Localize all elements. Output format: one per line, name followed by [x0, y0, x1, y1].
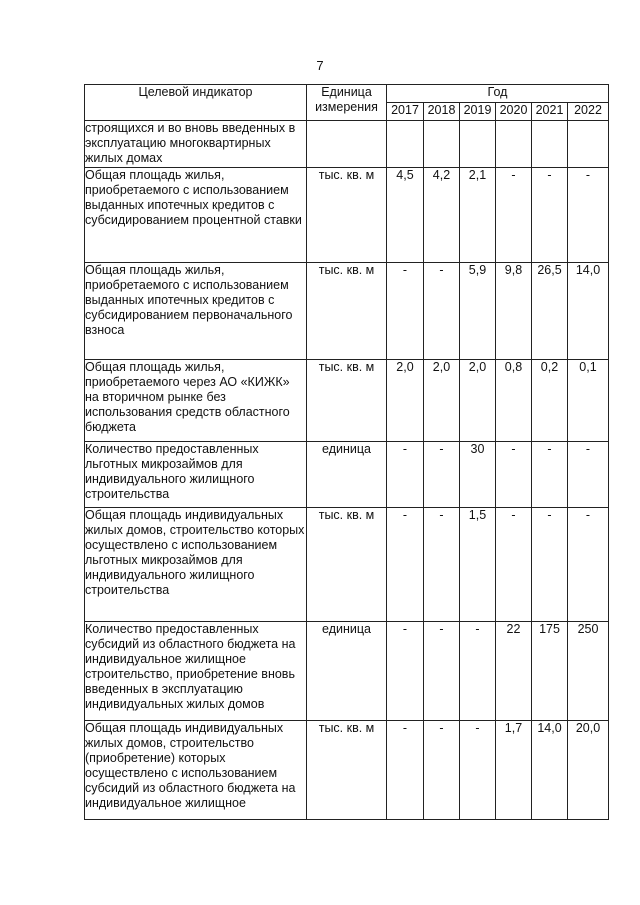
unit-cell: тыс. кв. м	[307, 168, 387, 263]
value-cell: -	[387, 508, 424, 622]
page-number: 7	[316, 58, 324, 73]
indicator-cell: Количество предоставленных льготных микрозаймов для индивидуального жилищного строительства	[85, 442, 307, 508]
value-cell: -	[424, 263, 460, 360]
value-cell: -	[568, 168, 609, 263]
value-cell: -	[496, 442, 532, 508]
value-cell: -	[387, 442, 424, 508]
header-year: Год	[387, 85, 609, 103]
header-year-2021: 2021	[532, 103, 568, 121]
indicator-cell: Общая площадь индивидуальных жилых домов, строительство которых осуществлено с использованием льготных микрозаймов для индивидуального жилищного строительства	[85, 508, 307, 622]
header-year-2020: 2020	[496, 103, 532, 121]
header-year-2017: 2017	[387, 103, 424, 121]
indicator-cell: Общая площадь жилья, приобретаемого через АО «КИЖК» на вторичном рынке без использования средств областного бюджета	[85, 360, 307, 442]
value-cell: 9,8	[496, 263, 532, 360]
unit-cell: единица	[307, 622, 387, 721]
header-year-2019: 2019	[460, 103, 496, 121]
indicator-cell: Общая площадь жилья, приобретаемого с использованием выданных ипотечных кредитов с субсидированием процентной ставки	[85, 168, 307, 263]
value-cell: 2,1	[460, 168, 496, 263]
table-row	[85, 442, 609, 508]
value-cell: 175	[532, 622, 568, 721]
unit-cell: тыс. кв. м	[307, 508, 387, 622]
value-cell: -	[532, 168, 568, 263]
value-cell: 2,0	[460, 360, 496, 442]
indicator-cell: Общая площадь жилья, приобретаемого с использованием выданных ипотечных кредитов с субсидированием первоначального взноса	[85, 263, 307, 360]
table-row	[85, 360, 609, 442]
table-row	[85, 721, 609, 820]
table-row	[85, 263, 609, 360]
value-cell: -	[387, 622, 424, 721]
header-indicator: Целевой индикатор	[85, 85, 307, 121]
table-row	[85, 168, 609, 263]
value-cell: 0,1	[568, 360, 609, 442]
header-unit: Единица измерения	[307, 85, 387, 121]
value-cell: 30	[460, 442, 496, 508]
value-cell: -	[532, 442, 568, 508]
header-row	[85, 85, 609, 103]
table-row	[85, 622, 609, 721]
value-cell: 20,0	[568, 721, 609, 820]
unit-cell: тыс. кв. м	[307, 263, 387, 360]
value-cell: 2,0	[424, 360, 460, 442]
value-cell: 1,5	[460, 508, 496, 622]
indicator-cell: Количество предоставленных субсидий из областного бюджета на индивидуальное жилищное строительство, приобретение вновь введенных в эксплуатацию индивидуальных жилых домов	[85, 622, 307, 721]
value-cell: 0,2	[532, 360, 568, 442]
indicator-cell: Общая площадь индивидуальных жилых домов, строительство (приобретение) которых осуществлено с использованием субсидий из областного бюджета на индивидуальное жилищное	[85, 721, 307, 820]
value-cell: -	[460, 622, 496, 721]
value-cell: 2,0	[387, 360, 424, 442]
value-cell	[496, 121, 532, 168]
value-cell: 26,5	[532, 263, 568, 360]
value-cell: 14,0	[568, 263, 609, 360]
value-cell: -	[568, 508, 609, 622]
value-cell: 250	[568, 622, 609, 721]
value-cell: -	[460, 721, 496, 820]
value-cell: -	[424, 508, 460, 622]
unit-cell	[307, 121, 387, 168]
value-cell	[387, 121, 424, 168]
value-cell: 1,7	[496, 721, 532, 820]
value-cell: 5,9	[460, 263, 496, 360]
indicator-cell: строящихся и во вновь введенных в эксплуатацию многоквартирных жилых домах	[85, 121, 307, 168]
value-cell	[532, 121, 568, 168]
value-cell: 4,2	[424, 168, 460, 263]
value-cell: 0,8	[496, 360, 532, 442]
value-cell	[568, 121, 609, 168]
unit-cell: единица	[307, 442, 387, 508]
value-cell: -	[424, 442, 460, 508]
value-cell: -	[568, 442, 609, 508]
value-cell: -	[496, 508, 532, 622]
value-cell: 14,0	[532, 721, 568, 820]
value-cell: -	[387, 721, 424, 820]
indicator-table	[84, 84, 609, 820]
header-year-2022: 2022	[568, 103, 609, 121]
value-cell: -	[532, 508, 568, 622]
value-cell: -	[424, 721, 460, 820]
value-cell	[424, 121, 460, 168]
value-cell	[460, 121, 496, 168]
value-cell: -	[387, 263, 424, 360]
value-cell: 22	[496, 622, 532, 721]
value-cell: 4,5	[387, 168, 424, 263]
table-row	[85, 121, 609, 168]
unit-cell: тыс. кв. м	[307, 360, 387, 442]
header-year-2018: 2018	[424, 103, 460, 121]
value-cell: -	[424, 622, 460, 721]
unit-cell: тыс. кв. м	[307, 721, 387, 820]
value-cell: -	[496, 168, 532, 263]
table-row	[85, 508, 609, 622]
